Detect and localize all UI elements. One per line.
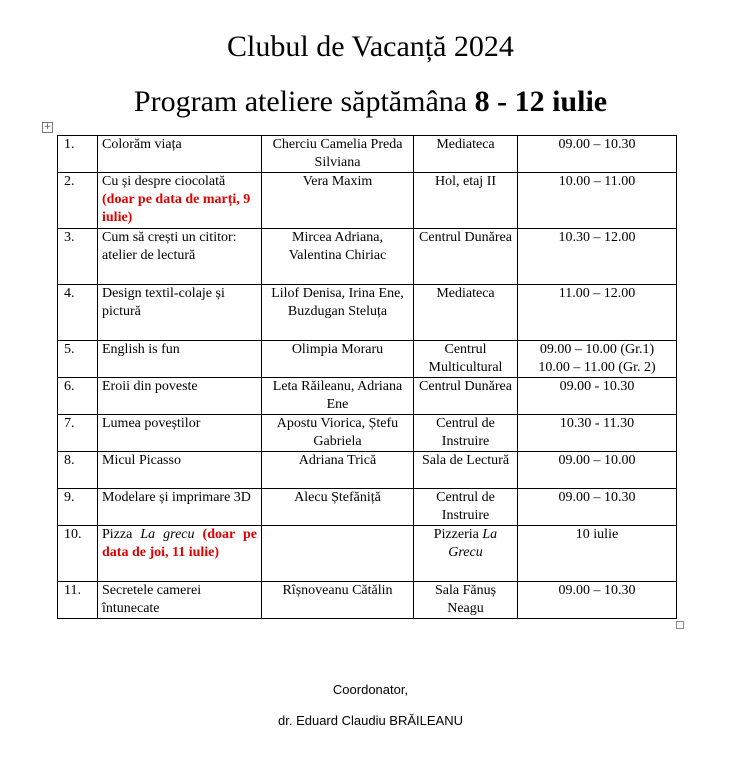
trainers-cell: Cherciu Camelia Preda Silviana — [262, 136, 414, 173]
row-number: 1. — [58, 136, 98, 173]
table-row — [58, 378, 677, 415]
activity-cell: English is fun — [98, 341, 262, 378]
activity-cell: Cum să crești un cititor: atelier de lectură — [98, 229, 262, 285]
time-group-1: 09.00 – 10.00 (Gr.1) — [539, 342, 655, 357]
row-number: 3. — [58, 229, 98, 285]
trainers-cell: Lilof Denisa, Irina Ene, Buzdugan Steluța — [262, 285, 414, 341]
location-cell — [414, 526, 518, 582]
table-row — [58, 136, 677, 173]
time-cell: 09.00 – 10.30 — [518, 489, 677, 526]
table-move-handle-icon[interactable]: + — [43, 122, 52, 132]
activity-cell: Eroii din poveste — [98, 378, 262, 415]
document-subtitle — [0, 82, 741, 122]
row-number: 10. — [58, 526, 98, 582]
location-cell: Hol, etaj II — [414, 173, 518, 229]
table-row — [58, 489, 677, 526]
table-row — [58, 285, 677, 341]
trainers-cell: Leta Răileanu, Adriana Ene — [262, 378, 414, 415]
location-cell: Mediateca — [414, 136, 518, 173]
activity-cell: Colorăm viața — [98, 136, 262, 173]
activity-cell — [98, 173, 262, 229]
activity-cell: Secretele camerei întunecate — [98, 582, 262, 619]
activity-note: (doar pe data de joi, 11 iulie) — [102, 527, 257, 560]
trainers-cell: Alecu Ștefăniță — [262, 489, 414, 526]
location-cell: Centrul Dunărea — [414, 378, 518, 415]
location-cell: Centrul Multicultural — [414, 341, 518, 378]
location-cell: Centrul Dunărea — [414, 229, 518, 285]
document-title: Clubul de Vacanță 2024 — [227, 30, 514, 63]
trainers-cell — [262, 526, 414, 582]
activity-prefix: Pizza — [102, 527, 141, 542]
table-row — [58, 341, 677, 378]
time-cell: 09.00 – 10.00 — [518, 452, 677, 489]
activity-cell: Micul Picasso — [98, 452, 262, 489]
row-number: 6. — [58, 378, 98, 415]
row-number: 5. — [58, 341, 98, 378]
coordinator-label: Coordonator, — [332, 682, 409, 697]
coordinator-name: dr. Eduard Claudiu BRĂILEANU — [278, 713, 463, 728]
activity-cell: Design textil-colaje și pictură — [98, 285, 262, 341]
location-cell: Centrul de Instruire — [414, 415, 518, 452]
time-cell: 09.00 – 10.30 — [518, 136, 677, 173]
trainers-cell: Apostu Viorica, Ștefu Gabriela — [262, 415, 414, 452]
row-number: 7. — [58, 415, 98, 452]
activity-note: (doar pe data de marți, 9 iulie) — [102, 192, 251, 225]
trainers-cell: Mircea Adriana, Valentina Chiriac — [262, 229, 414, 285]
table-row — [58, 526, 677, 582]
table-row — [58, 229, 677, 285]
table-row — [58, 452, 677, 489]
time-cell: 10.30 – 12.00 — [518, 229, 677, 285]
location-cell: Mediateca — [414, 285, 518, 341]
time-cell: 09.00 - 10.30 — [518, 378, 677, 415]
subtitle-dates: 8 - 12 iulie — [474, 85, 608, 118]
time-group-2: 10.00 – 11.00 (Gr. 2) — [538, 360, 656, 375]
row-number: 9. — [58, 489, 98, 526]
activity-cell: Modelare și imprimare 3D — [98, 489, 262, 526]
subtitle-prefix: Program ateliere săptămâna — [133, 85, 475, 118]
location-prefix: Pizzeria — [433, 527, 483, 542]
trainers-cell: Vera Maxim — [262, 173, 414, 229]
time-cell: 10.00 – 11.00 — [518, 173, 677, 229]
activity-italic: La grecu — [140, 527, 195, 542]
row-number: 8. — [58, 452, 98, 489]
time-cell: 09.00 – 10.30 — [518, 582, 677, 619]
location-cell: Sala Fănuș Neagu — [414, 582, 518, 619]
table-resize-handle[interactable] — [676, 621, 684, 629]
table-row — [58, 582, 677, 619]
time-cell: 10.30 - 11.30 — [518, 415, 677, 452]
trainers-cell: Olimpia Moraru — [262, 341, 414, 378]
trainers-cell: Adriana Trică — [262, 452, 414, 489]
location-cell: Sala de Lectură — [414, 452, 518, 489]
row-number: 2. — [58, 173, 98, 229]
table-row — [58, 415, 677, 452]
activity-cell: Lumea poveștilor — [98, 415, 262, 452]
location-cell: Centrul de Instruire — [414, 489, 518, 526]
schedule-table — [57, 135, 677, 619]
time-cell: 10 iulie — [518, 526, 677, 582]
time-cell — [518, 341, 677, 378]
row-number: 11. — [58, 582, 98, 619]
table-row — [58, 173, 677, 229]
trainers-cell: Rîșnoveanu Cătălin — [262, 582, 414, 619]
time-cell: 11.00 – 12.00 — [518, 285, 677, 341]
row-number: 4. — [58, 285, 98, 341]
activity-text: Cu și despre ciocolată — [102, 174, 226, 189]
activity-cell — [98, 526, 262, 582]
location-italic: La Grecu — [448, 527, 498, 560]
